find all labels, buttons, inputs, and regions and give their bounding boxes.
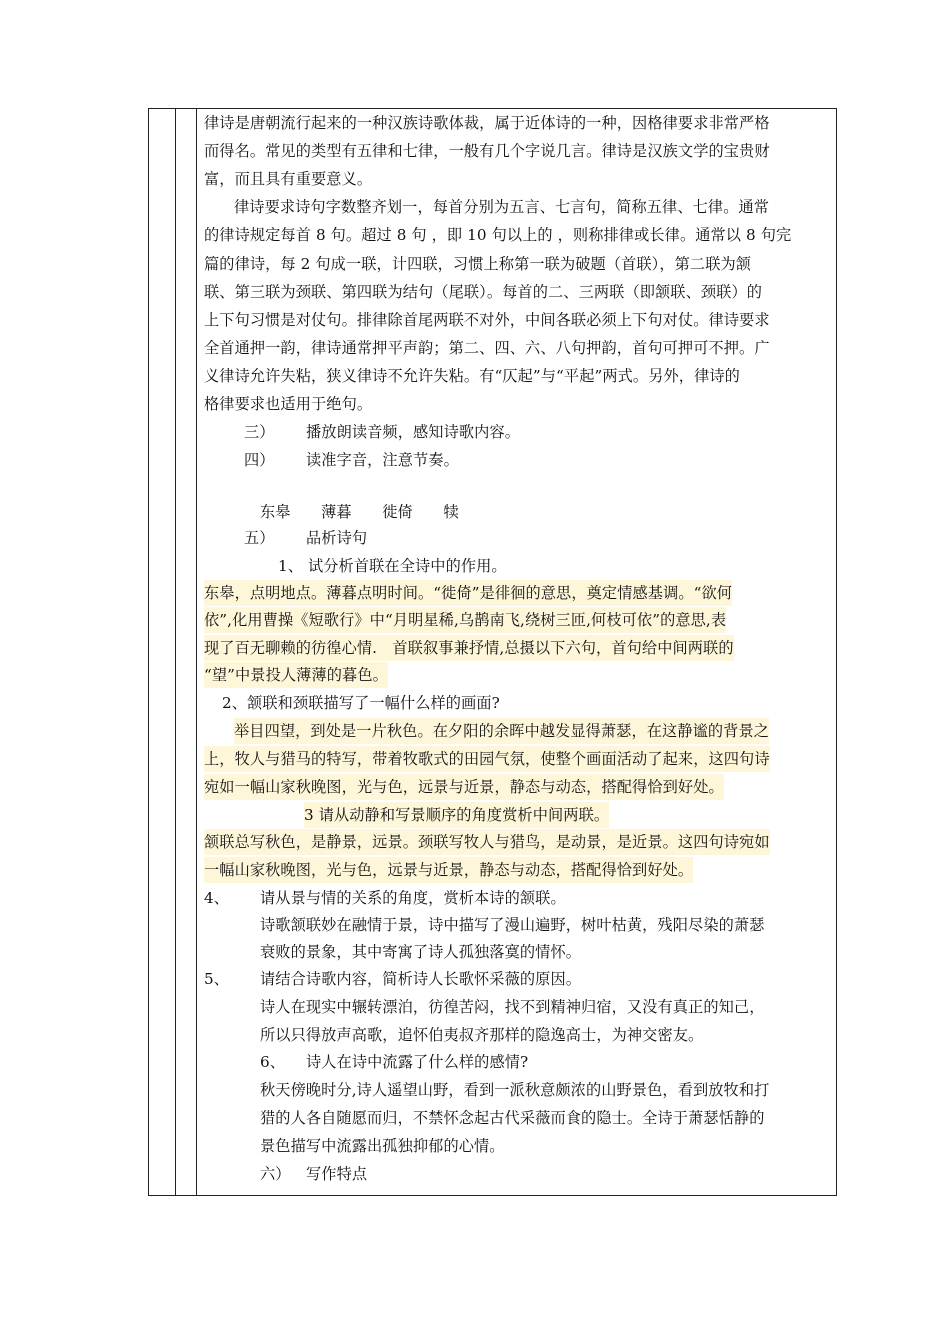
- step-number: 三）: [244, 423, 275, 441]
- answer-2-line: 举目四望，到处是一片秋色。在夕阳的余晖中越发显得萧瑟，在这静谧的背景之: [234, 718, 769, 744]
- answer-3-line: 颔联总写秋色，是静景，远景。颈联写牧人与猎鸟，是动景，是近景。这四句诗宛如: [204, 829, 770, 855]
- step-text: 读准字音，注意节奏。: [306, 451, 459, 469]
- question-2: 2、颔联和颈联描写了一幅什么样的画面?: [222, 694, 500, 712]
- question-4-number: 4、: [204, 889, 230, 907]
- question-1: 1、 试分析首联在全诗中的作用。: [278, 557, 507, 575]
- step-text: 播放朗读音频，感知诗歌内容。: [306, 423, 521, 441]
- answer-1-line: 现了百无聊赖的彷徨心情. 首联叙事兼抒情,总摄以下六句，首句给中间两联的: [204, 635, 734, 661]
- rules-line: 律诗要求诗句字数整齐划一，每首分别为五言、七言句，简称五律、七律。通常: [234, 198, 770, 216]
- question-5: 请结合诗歌内容，简析诗人长歌怀采薇的原因。: [260, 970, 582, 988]
- answer-1-line: “望”中景投人薄薄的暮色。: [204, 662, 388, 688]
- intro-line: 而得名。常见的类型有五律和七律，一般有几个字说几言。律诗是汉族文学的宝贵财: [204, 142, 770, 160]
- rules-line: 义律诗允许失粘，狭义律诗不允许失粘。有“仄起”与“平起”两式。另外，律诗的: [204, 367, 740, 385]
- answer-3-line: 一幅山家秋晚图，光与色，远景与近景，静态与动态，搭配得恰到好处。: [204, 857, 693, 883]
- answer-4-line: 衰败的景象，其中寄寓了诗人孤独落寞的情怀。: [260, 943, 582, 961]
- rules-line: 篇的律诗，每 2 句成一联，计四联，习惯上称第一联为破题（首联），第二联为颔: [204, 255, 752, 273]
- question-6-number: 6、: [260, 1053, 286, 1071]
- question-3: 3 请从动静和写景顺序的角度赏析中间两联。: [304, 802, 609, 828]
- rules-line: 上下句习惯是对仗句。排律除首尾两联不对外，中间各联必须上下句对仗。律诗要求: [204, 311, 770, 329]
- intro-line: 律诗是唐朝流行起来的一种汉族诗歌体裁，属于近体诗的一种，因格律要求非常严格: [204, 114, 770, 132]
- rules-line: 全首通押一韵，律诗通常押平声韵；第二、四、六、八句押韵，首句可押可不押。广: [204, 339, 770, 357]
- answer-6-line: 景色描写中流露出孤独抑郁的心情。: [260, 1137, 505, 1155]
- intro-line: 富，而且具有重要意义。: [204, 170, 373, 188]
- answer-2-line: 上，牧人与猎马的特写，带着牧歌式的田园气氛，使整个画面活动了起来，这四句诗: [204, 746, 770, 772]
- answer-6-line: 秋天傍晚时分,诗人遥望山野，看到一派秋意颇浓的山野景色，看到放牧和打: [260, 1081, 770, 1099]
- column-divider: [196, 109, 197, 1195]
- step-text: 写作特点: [306, 1165, 368, 1183]
- step-number: 六）: [260, 1165, 291, 1183]
- question-5-number: 5、: [204, 970, 230, 988]
- rules-line: 格律要求也适用于绝句。: [204, 395, 373, 413]
- rules-line: 的律诗规定每首 8 句。超过 8 句 ，即 10 句以上的 ，则称排律或长律。通常以 8 句完: [204, 226, 792, 244]
- rules-line: 联、第三联为颈联、第四联为结句（尾联）。每首的二、三两联（即颔联、颈联）的: [204, 283, 763, 301]
- answer-5-line: 所以只得放声高歌，追怀伯夷叔齐那样的隐逸高士，为神交密友。: [260, 1026, 704, 1044]
- vocabulary-words: 东皋 薄暮 徙倚 犊: [260, 503, 459, 521]
- step-number: 五）: [244, 529, 275, 547]
- answer-1-line: 依”,化用曹操《短歌行》中“月明星稀,乌鹊南飞,绕树三匝,何枝可依”的意思,表: [204, 607, 726, 633]
- question-6: 诗人在诗中流露了什么样的感情?: [306, 1053, 529, 1071]
- step-text: 品析诗句: [306, 529, 368, 547]
- step-number: 四）: [244, 451, 275, 469]
- answer-1-line: 东皋，点明地点。薄暮点明时间。“徙倚”是徘徊的意思，奠定情感基调。“欲何: [204, 580, 732, 606]
- answer-2-line: 宛如一幅山家秋晚图，光与色，远景与近景，静态与动态，搭配得恰到好处。: [204, 774, 724, 800]
- answer-4-line: 诗歌颔联妙在融情于景，诗中描写了漫山遍野，树叶枯黄，残阳尽染的萧瑟: [260, 916, 765, 934]
- question-4: 请从景与情的关系的角度，赏析本诗的颔联。: [260, 889, 566, 907]
- answer-5-line: 诗人在现实中辗转漂泊，彷徨苦闷，找不到精神归宿，又没有真正的知己，: [260, 998, 765, 1016]
- answer-6-line: 猎的人各自随愿而归，不禁怀念起古代采薇而食的隐士。全诗于萧瑟恬静的: [260, 1109, 765, 1127]
- column-divider: [175, 109, 176, 1195]
